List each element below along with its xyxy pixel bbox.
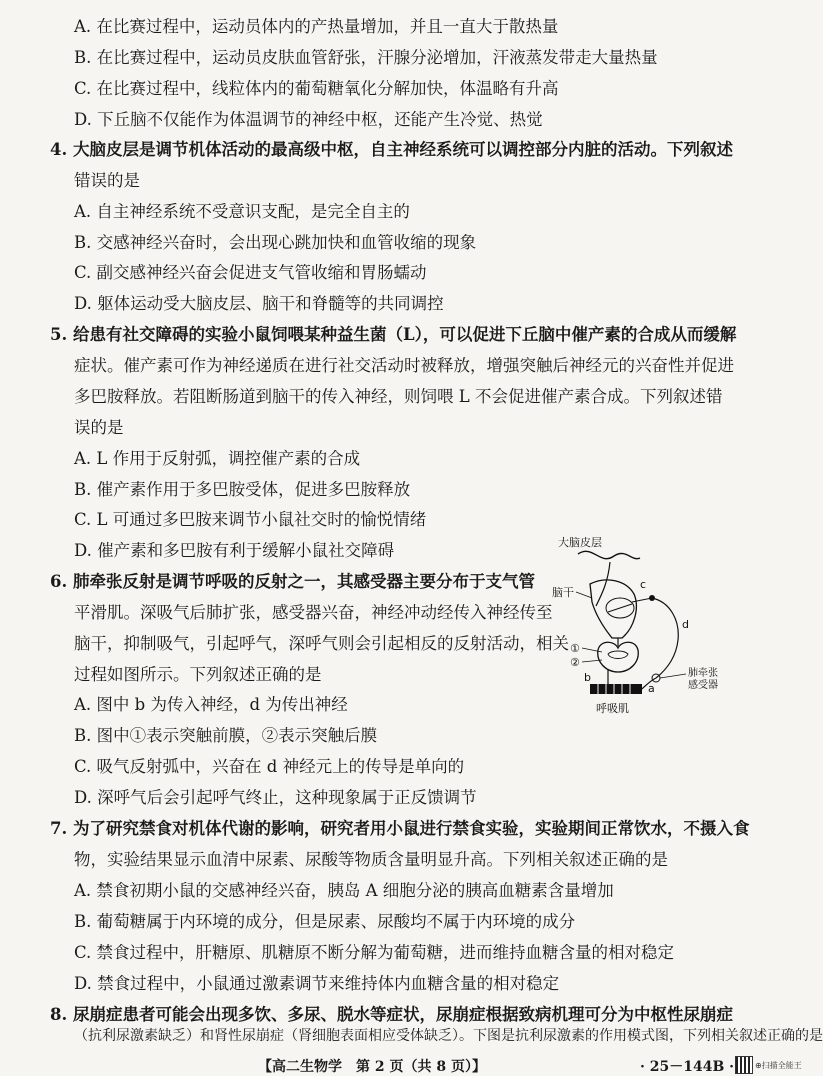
label-b: b (584, 671, 591, 684)
q3-option-a: A. 在比赛过程中，运动员体内的产热量增加，并且一直大于散热量 (74, 17, 559, 36)
lung-stretch-reflex-diagram (548, 532, 760, 722)
q4-option-b: B. 交感神经兴奋时，会出现心跳加快和血管收缩的现象 (74, 233, 477, 252)
muscle-label: 呼吸肌 (596, 702, 629, 715)
receptor-label-line-2: 感受器 (688, 680, 718, 691)
q6-stem-line-1: 6. 肺牵张反射是调节呼吸的反射之一，其感受器主要分布于支气管 (50, 572, 535, 591)
q6-option-a: A. 图中 b 为传入神经，d 为传出神经 (74, 695, 348, 714)
neuron-d-path (652, 598, 678, 678)
q3-option-b: B. 在比赛过程中，运动员皮肤血管舒张，汗腺分泌增加，汗液蒸发带走大量热量 (74, 48, 658, 67)
q7-option-b: B. 葡萄糖属于内环境的成分，但是尿素、尿酸均不属于内环境的成分 (74, 912, 576, 931)
label-1: ① (570, 642, 580, 655)
q6-stem-line-2: 平滑肌。深吸气后肺扩张，感受器兴奋，神经冲动经传入神经传至 (74, 603, 553, 622)
q5-stem-line-1: 5. 给患有社交障碍的实验小鼠饲喂某种益生菌（L），可以促进下丘脑中催产素的合成从而缓解 (50, 325, 737, 344)
q5-option-c: C. L 可通过多巴胺来调节小鼠社交时的愉悦情绪 (74, 510, 427, 529)
q6-option-b: B. 图中①表示突触前膜，②表示突触后膜 (74, 726, 378, 745)
q7-option-c: C. 禁食过程中，肝糖原、肌糖原不断分解为葡萄糖，进而维持血糖含量的相对稳定 (74, 943, 675, 962)
label-d: d (682, 618, 689, 631)
label-2: ② (570, 656, 580, 669)
footer-title: 【高二生物学 第 2 页（共 8 页）】 (258, 1059, 486, 1075)
cortex-descending-fiber (596, 562, 610, 606)
q4-option-d: D. 躯体运动受大脑皮层、脑干和脊髓等的共同调控 (74, 294, 444, 313)
q4-option-a: A. 自主神经系统不受意识支配，是完全自主的 (74, 202, 410, 221)
q6-stem-line-3: 脑干，抑制吸气，引起呼气，深呼气则会引起相反的反射活动，相关 (74, 634, 569, 653)
spinal-grey-matter (608, 651, 628, 659)
q5-option-d: D. 催产素和多巴胺有利于缓解小鼠社交障碍 (74, 541, 395, 560)
cortex-label: 大脑皮层 (558, 536, 602, 549)
brainstem-internal-neuron (608, 604, 632, 612)
q4-option-c: C. 副交感神经兴奋会促进支气管收缩和胃肠蠕动 (74, 263, 427, 282)
brainstem-shape (590, 580, 636, 638)
q4-stem-line-1: 4. 大脑皮层是调节机体活动的最高级中枢，自主神经系统可以调控部分内脏的活动。下列叙述 (50, 140, 733, 159)
q3-option-c: C. 在比赛过程中，线粒体内的葡萄糖氧化分解加快，体温略有升高 (74, 79, 559, 98)
q8-stem-line-1: 8. 尿崩症患者可能会出现多饮、多尿、脱水等症状，尿崩症根据致病机理可分为中枢性尿崩症 (50, 1005, 733, 1024)
brainstem-pointer (576, 592, 592, 598)
q8-stem-line-2: （抗利尿激素缺乏）和肾性尿崩症（肾细胞表面相应受体缺乏）。下图是抗利尿激素的作用模式图，下列相关叙述正确的是 (74, 1028, 823, 1044)
receptor-pointer (660, 674, 686, 678)
brainstem-label: 脑干 (552, 586, 574, 599)
q6-stem-line-4: 过程如图所示。下列叙述正确的是 (74, 665, 322, 684)
q3-option-d: D. 下丘脑不仅能作为体温调节的神经中枢，还能产生冷觉、热觉 (74, 110, 543, 129)
q7-option-a: A. 禁食初期小鼠的交感神经兴奋，胰岛 A 细胞分泌的胰高血糖素含量增加 (74, 881, 614, 900)
cortex-outline (578, 551, 640, 558)
label-a: a (648, 682, 655, 695)
label-c: c (640, 578, 647, 591)
q7-option-d: D. 禁食过程中，小鼠通过激素调节来维持体内血糖含量的相对稳定 (74, 974, 560, 993)
q5-stem-line-3: 多巴胺释放。若阻断肠道到脑干的传入神经，则饲喂 L 不会促进催产素合成。下列叙述错 (74, 387, 723, 406)
qr-code-icon (735, 1056, 753, 1074)
footer-code: · 25－144B · (640, 1059, 735, 1075)
q5-option-a: A. L 作用于反射弧，调控催产素的合成 (74, 449, 361, 468)
q5-option-b: B. 催产素作用于多巴胺受体，促进多巴胺释放 (74, 480, 411, 499)
q7-stem-line-1: 7. 为了研究禁食对机体代谢的影响，研究者用小鼠进行禁食实验，实验期间正常饮水，不摄入食 (50, 819, 750, 838)
q6-option-d: D. 深呼气后会引起呼气终止，这种现象属于正反馈调节 (74, 788, 477, 807)
scanner-watermark: ⊕扫描全能王 (755, 1061, 802, 1070)
q4-stem-line-2: 错误的是 (74, 171, 140, 190)
q5-stem-line-2: 症状。催产素可作为神经递质在进行社交活动时被释放，增强突触后神经元的兴奋性并促进 (74, 356, 734, 375)
q7-stem-line-2: 物，实验结果显示血清中尿素、尿酸等物质含量明显升高。下列相关叙述正确的是 (74, 850, 668, 869)
q6-option-c: C. 吸气反射弧中，兴奋在 d 神经元上的传导是单向的 (74, 757, 465, 776)
receptor-label-line-1: 肺牵张 (688, 668, 718, 679)
spinal-cord (598, 642, 639, 672)
q5-stem-line-4: 误的是 (74, 418, 124, 437)
